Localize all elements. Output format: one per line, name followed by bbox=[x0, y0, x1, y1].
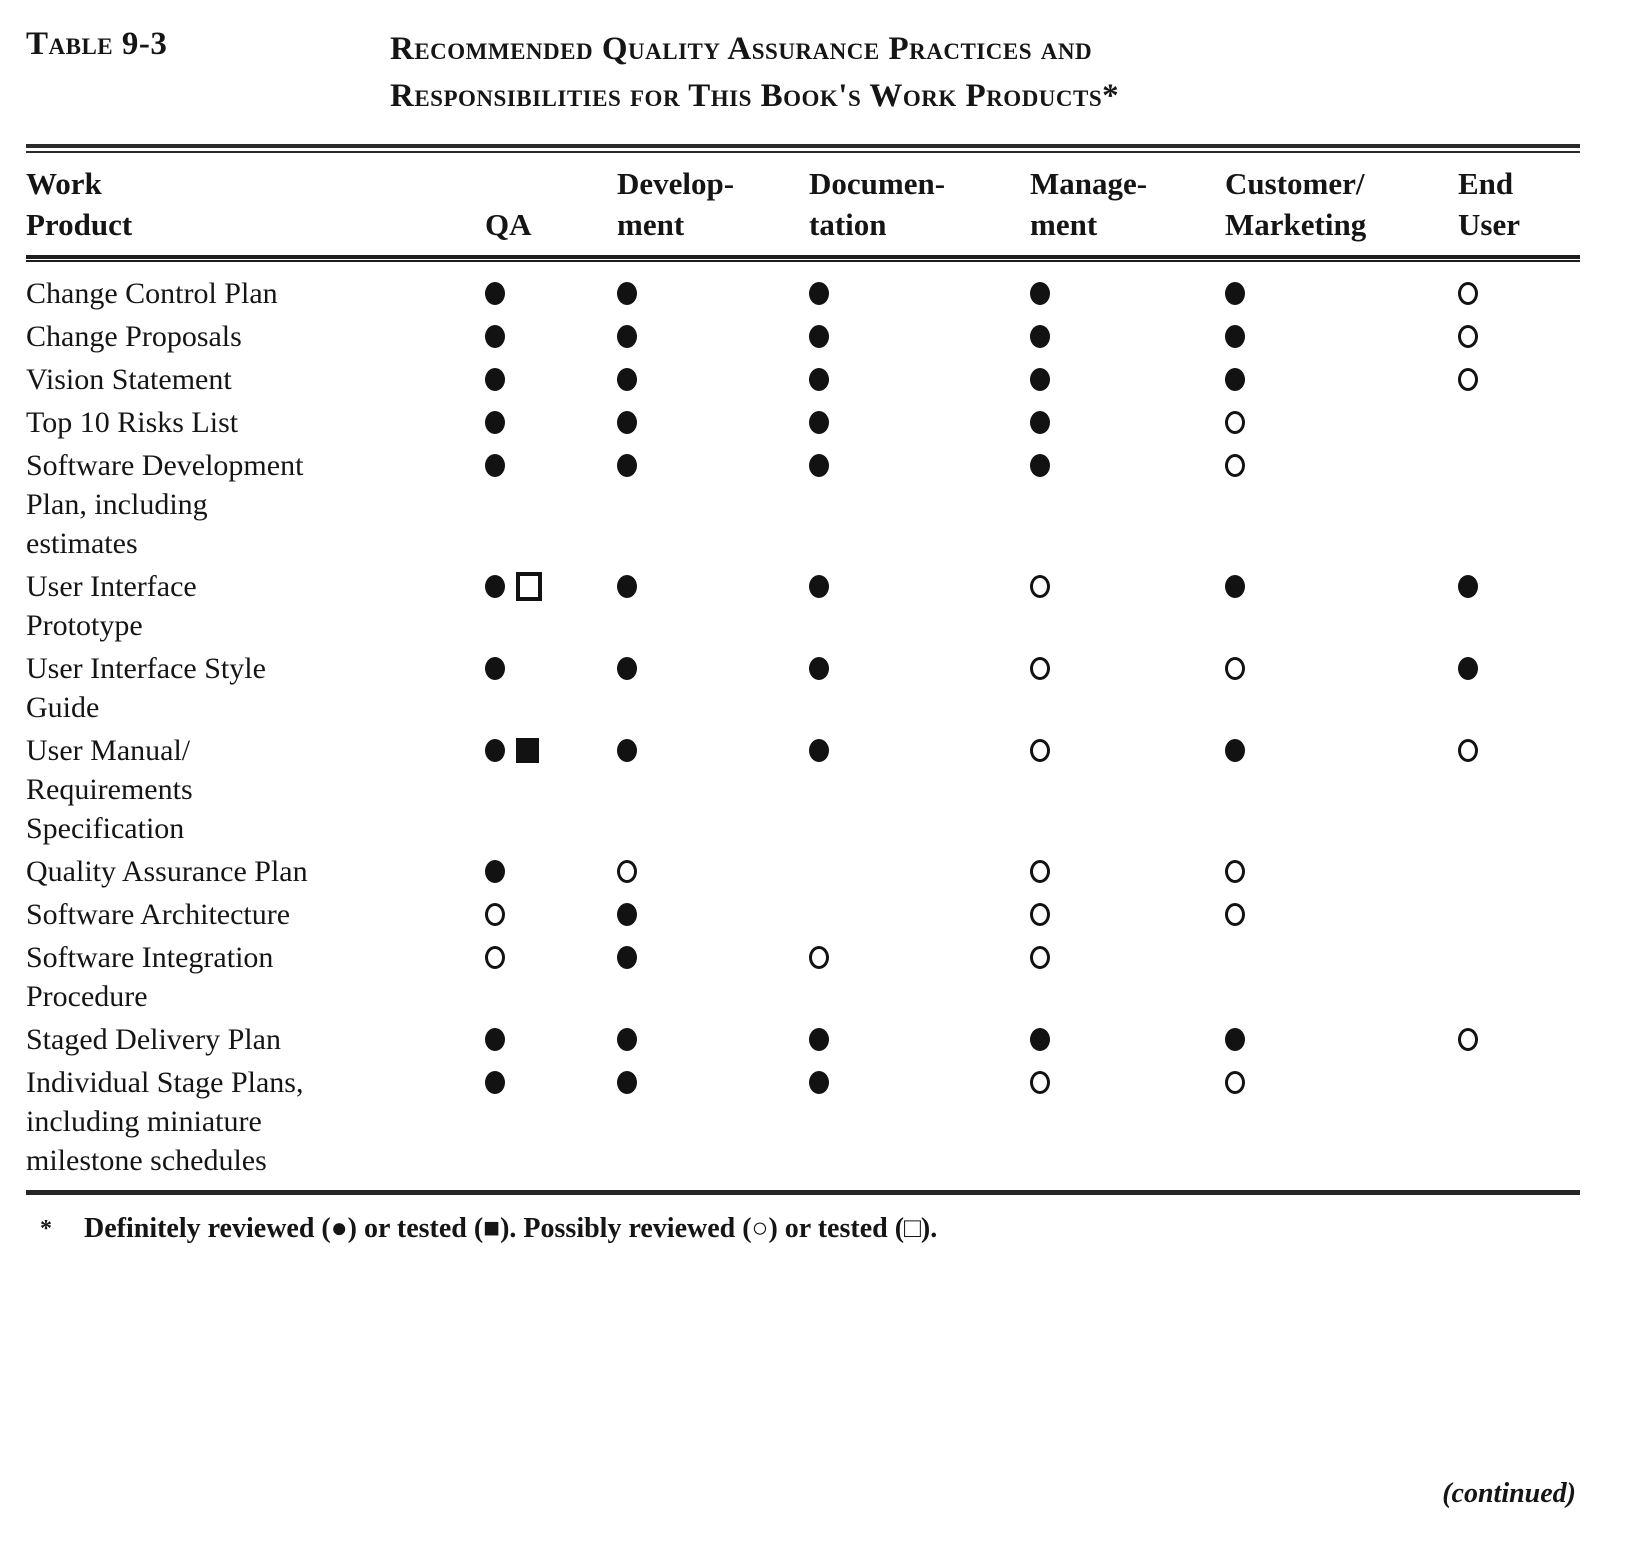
definitely-reviewed-icon bbox=[617, 739, 637, 762]
definitely-reviewed-icon bbox=[809, 282, 829, 305]
column-header-qa bbox=[485, 163, 617, 245]
definitely-reviewed-icon bbox=[485, 282, 505, 305]
column-header-documentation bbox=[809, 163, 1030, 245]
work-product-label bbox=[26, 446, 485, 563]
responsibility-cell bbox=[485, 567, 617, 645]
possibly-reviewed-icon bbox=[1458, 739, 1478, 762]
work-product-label-line: Prototype bbox=[26, 609, 143, 642]
responsibility-cell bbox=[809, 852, 1030, 891]
responsibility-cell bbox=[1458, 567, 1580, 645]
column-header-line: Marketing bbox=[1225, 207, 1367, 242]
responsibility-cell bbox=[617, 274, 809, 313]
responsibility-cell bbox=[485, 446, 617, 563]
possibly-reviewed-icon bbox=[1458, 368, 1478, 391]
column-header-line: Develop- bbox=[617, 166, 735, 201]
responsibility-cell bbox=[617, 731, 809, 848]
definitely-reviewed-icon bbox=[1030, 1028, 1050, 1051]
responsibility-cell bbox=[809, 938, 1030, 1016]
responsibility-cell bbox=[1458, 649, 1580, 727]
responsibility-cell bbox=[617, 1063, 809, 1180]
work-product-label-line: Change Control Plan bbox=[26, 277, 278, 310]
definitely-reviewed-icon bbox=[1030, 368, 1050, 391]
responsibility-cell bbox=[809, 649, 1030, 727]
responsibility-cell bbox=[1030, 274, 1225, 313]
responsibility-cell bbox=[1225, 895, 1458, 934]
definitely-reviewed-icon bbox=[617, 368, 637, 391]
responsibility-cell bbox=[1030, 1063, 1225, 1180]
responsibility-cell bbox=[485, 938, 617, 1016]
table-row bbox=[26, 852, 1580, 891]
responsibility-cell bbox=[809, 731, 1030, 848]
table-row bbox=[26, 1063, 1580, 1180]
responsibility-cell bbox=[1225, 360, 1458, 399]
definitely-reviewed-icon bbox=[485, 411, 505, 434]
column-header-line: ment bbox=[1030, 207, 1098, 242]
responsibility-cell bbox=[1458, 1063, 1580, 1180]
definitely-reviewed-icon bbox=[1030, 454, 1050, 477]
possibly-reviewed-icon bbox=[1225, 1071, 1245, 1094]
responsibility-cell bbox=[485, 731, 617, 848]
work-product-label-line: Requirements bbox=[26, 773, 193, 806]
responsibility-cell bbox=[1225, 274, 1458, 313]
possibly-reviewed-icon bbox=[617, 860, 637, 883]
responsibility-cell bbox=[1030, 403, 1225, 442]
responsibility-cell bbox=[617, 360, 809, 399]
column-header-line: Manage- bbox=[1030, 166, 1148, 201]
responsibility-cell bbox=[809, 1063, 1030, 1180]
continued-marker: (continued) bbox=[1442, 1478, 1576, 1509]
definitely-reviewed-icon bbox=[485, 739, 505, 762]
responsibility-cell bbox=[1030, 852, 1225, 891]
possibly-reviewed-icon bbox=[485, 946, 505, 969]
definitely-reviewed-icon bbox=[1225, 739, 1245, 762]
responsibility-cell bbox=[485, 1020, 617, 1059]
column-header-development bbox=[617, 163, 809, 245]
definitely-reviewed-icon bbox=[617, 1071, 637, 1094]
table-title bbox=[390, 26, 1119, 120]
responsibility-cell bbox=[1030, 446, 1225, 563]
work-product-label bbox=[26, 567, 485, 645]
column-header-line bbox=[485, 163, 617, 204]
work-product-label-line: Guide bbox=[26, 691, 100, 724]
responsibility-cell bbox=[1030, 360, 1225, 399]
definitely-reviewed-icon bbox=[809, 739, 829, 762]
work-product-label-line: estimates bbox=[26, 527, 138, 560]
table-row bbox=[26, 274, 1580, 313]
definitely-reviewed-icon bbox=[617, 325, 637, 348]
possibly-reviewed-icon bbox=[1030, 739, 1050, 762]
work-product-label-line: Top 10 Risks List bbox=[26, 406, 239, 439]
column-header-line: Customer/ bbox=[1225, 166, 1365, 201]
responsibility-cell bbox=[1458, 317, 1580, 356]
definitely-reviewed-icon bbox=[617, 454, 637, 477]
column-header-line: Product bbox=[26, 207, 133, 242]
responsibility-cell bbox=[1030, 317, 1225, 356]
definitely-reviewed-icon bbox=[485, 454, 505, 477]
possibly-reviewed-icon bbox=[1458, 325, 1478, 348]
definitely-reviewed-icon bbox=[485, 1028, 505, 1051]
work-product-label-line: milestone schedules bbox=[26, 1144, 267, 1177]
responsibility-cell bbox=[809, 446, 1030, 563]
definitely-reviewed-icon bbox=[617, 657, 637, 680]
column-header-line: Documen- bbox=[809, 166, 946, 201]
definitely-reviewed-icon bbox=[1458, 657, 1478, 680]
definitely-reviewed-icon bbox=[1030, 411, 1050, 434]
table-row bbox=[26, 1020, 1580, 1059]
definitely-reviewed-icon bbox=[617, 1028, 637, 1051]
responsibility-cell bbox=[1030, 649, 1225, 727]
work-product-label-line: including miniature bbox=[26, 1105, 262, 1138]
responsibility-cell bbox=[809, 360, 1030, 399]
table-row bbox=[26, 446, 1580, 563]
footnote-asterisk: * bbox=[40, 1216, 52, 1242]
definitely-reviewed-icon bbox=[617, 903, 637, 926]
responsibility-cell bbox=[1458, 938, 1580, 1016]
responsibility-cell bbox=[1030, 938, 1225, 1016]
responsibility-cell bbox=[809, 567, 1030, 645]
work-product-label-line: Individual Stage Plans, bbox=[26, 1066, 304, 1099]
work-product-label-line: Software Architecture bbox=[26, 898, 291, 931]
work-product-label-line: Specification bbox=[26, 812, 185, 845]
definitely-reviewed-icon bbox=[485, 575, 505, 598]
definitely-reviewed-icon bbox=[1458, 575, 1478, 598]
possibly-reviewed-icon bbox=[1225, 903, 1245, 926]
work-product-label bbox=[26, 317, 485, 356]
possibly-reviewed-icon bbox=[1030, 1071, 1050, 1094]
responsibility-cell bbox=[485, 360, 617, 399]
responsibility-cell bbox=[1030, 731, 1225, 848]
column-header-line: User bbox=[1458, 207, 1520, 242]
definitely-reviewed-icon bbox=[809, 1028, 829, 1051]
responsibility-cell bbox=[1225, 1063, 1458, 1180]
work-product-label-line: Quality Assurance Plan bbox=[26, 855, 308, 888]
definitely-reviewed-icon bbox=[809, 411, 829, 434]
work-product-label bbox=[26, 1020, 485, 1059]
responsibility-cell bbox=[1030, 567, 1225, 645]
responsibility-cell bbox=[617, 446, 809, 563]
responsibility-cell bbox=[617, 649, 809, 727]
possibly-reviewed-icon bbox=[1030, 946, 1050, 969]
responsibility-cell bbox=[1458, 446, 1580, 563]
definitely-reviewed-icon bbox=[809, 454, 829, 477]
table-body bbox=[26, 262, 1580, 1180]
column-header-management bbox=[1030, 163, 1225, 245]
definitely-reviewed-icon bbox=[1225, 368, 1245, 391]
table-row bbox=[26, 895, 1580, 934]
work-product-label-line: Staged Delivery Plan bbox=[26, 1023, 281, 1056]
definitely-reviewed-icon bbox=[617, 282, 637, 305]
work-product-label-line: Change Proposals bbox=[26, 320, 242, 353]
work-product-label-line: Software Development bbox=[26, 449, 304, 482]
responsibility-cell bbox=[617, 895, 809, 934]
definitely-reviewed-icon bbox=[617, 411, 637, 434]
responsibility-cell bbox=[809, 1020, 1030, 1059]
work-product-label-line: User Interface Style bbox=[26, 652, 266, 685]
responsibility-cell bbox=[485, 649, 617, 727]
column-header-line: Work bbox=[26, 166, 102, 201]
column-header-customer-marketing bbox=[1225, 163, 1458, 245]
responsibility-cell bbox=[1458, 852, 1580, 891]
table-title-line-2: Responsibilities for This Book's Work Products* bbox=[390, 78, 1120, 114]
definitely-reviewed-icon bbox=[809, 575, 829, 598]
work-product-label-line: Plan, including bbox=[26, 488, 208, 521]
definitely-reviewed-icon bbox=[617, 946, 637, 969]
responsibility-cell bbox=[1225, 446, 1458, 563]
definitely-reviewed-icon bbox=[809, 368, 829, 391]
definitely-reviewed-icon bbox=[485, 860, 505, 883]
definitely-reviewed-icon bbox=[1030, 282, 1050, 305]
definitely-reviewed-icon bbox=[809, 325, 829, 348]
column-header-line: tation bbox=[809, 207, 887, 242]
responsibility-cell bbox=[485, 317, 617, 356]
responsibility-cell bbox=[617, 403, 809, 442]
definitely-reviewed-icon bbox=[485, 657, 505, 680]
possibly-reviewed-icon bbox=[1225, 657, 1245, 680]
table-number: Table 9-3 bbox=[26, 26, 168, 62]
responsibility-cell bbox=[617, 317, 809, 356]
work-product-label bbox=[26, 403, 485, 442]
possibly-reviewed-icon bbox=[1225, 454, 1245, 477]
work-product-label bbox=[26, 274, 485, 313]
table-row bbox=[26, 938, 1580, 1016]
responsibility-cell bbox=[1458, 274, 1580, 313]
possibly-reviewed-icon bbox=[1458, 1028, 1478, 1051]
column-header-line: QA bbox=[485, 207, 532, 242]
definitely-reviewed-icon bbox=[1225, 1028, 1245, 1051]
definitely-reviewed-icon bbox=[485, 368, 505, 391]
responsibility-cell bbox=[617, 852, 809, 891]
table-row bbox=[26, 649, 1580, 727]
responsibility-cell bbox=[485, 895, 617, 934]
responsibility-cell bbox=[1225, 649, 1458, 727]
work-product-label bbox=[26, 731, 485, 848]
responsibility-cell bbox=[617, 567, 809, 645]
work-product-label bbox=[26, 938, 485, 1016]
responsibility-cell bbox=[1458, 1020, 1580, 1059]
definitely-reviewed-icon bbox=[809, 657, 829, 680]
responsibility-cell bbox=[1225, 567, 1458, 645]
possibly-reviewed-icon bbox=[1030, 903, 1050, 926]
work-product-label bbox=[26, 1063, 485, 1180]
definitely-reviewed-icon bbox=[1225, 575, 1245, 598]
definitely-reviewed-icon bbox=[1225, 282, 1245, 305]
work-product-label bbox=[26, 360, 485, 399]
responsibility-cell bbox=[617, 1020, 809, 1059]
definitely-reviewed-icon bbox=[617, 575, 637, 598]
responsibility-cell bbox=[485, 274, 617, 313]
responsibility-cell bbox=[1225, 731, 1458, 848]
work-product-label-line: Procedure bbox=[26, 980, 148, 1013]
definitely-tested-icon bbox=[516, 738, 539, 763]
possibly-reviewed-icon bbox=[1225, 860, 1245, 883]
responsibility-cell bbox=[1458, 360, 1580, 399]
table-title-line-1: Recommended Quality Assurance Practices and bbox=[390, 31, 1093, 67]
responsibility-cell bbox=[809, 317, 1030, 356]
possibly-reviewed-icon bbox=[1225, 411, 1245, 434]
table-header-row bbox=[26, 153, 1580, 255]
responsibility-cell bbox=[1030, 895, 1225, 934]
responsibility-cell bbox=[809, 403, 1030, 442]
responsibility-cell bbox=[1458, 403, 1580, 442]
table-row bbox=[26, 403, 1580, 442]
bottom-rule bbox=[26, 1190, 1580, 1195]
work-product-label bbox=[26, 895, 485, 934]
work-product-label-line: Software Integration bbox=[26, 941, 274, 974]
column-header-work-product bbox=[26, 163, 485, 245]
table-row bbox=[26, 731, 1580, 848]
responsibility-cell bbox=[1225, 403, 1458, 442]
responsibility-cell bbox=[1225, 1020, 1458, 1059]
work-product-label-line: User Interface bbox=[26, 570, 197, 603]
possibly-reviewed-icon bbox=[1030, 860, 1050, 883]
definitely-reviewed-icon bbox=[485, 325, 505, 348]
definitely-reviewed-icon bbox=[1030, 325, 1050, 348]
responsibility-cell bbox=[1225, 317, 1458, 356]
responsibility-cell bbox=[617, 938, 809, 1016]
responsibility-cell bbox=[485, 1063, 617, 1180]
responsibility-cell bbox=[1225, 938, 1458, 1016]
table-row bbox=[26, 567, 1580, 645]
responsibility-cell bbox=[485, 403, 617, 442]
definitely-reviewed-icon bbox=[485, 1071, 505, 1094]
column-header-line: ment bbox=[617, 207, 685, 242]
work-product-label bbox=[26, 649, 485, 727]
responsibility-cell bbox=[1030, 1020, 1225, 1059]
possibly-reviewed-icon bbox=[1030, 575, 1050, 598]
responsibility-cell bbox=[485, 852, 617, 891]
work-product-label bbox=[26, 852, 485, 891]
responsibility-cell bbox=[809, 274, 1030, 313]
table-footnote bbox=[26, 1211, 1580, 1247]
column-header-line: End bbox=[1458, 166, 1514, 201]
footnote-text: Definitely reviewed (●) or tested (■). Possibly reviewed (○) or tested (□). bbox=[84, 1213, 938, 1244]
possibly-reviewed-icon bbox=[1458, 282, 1478, 305]
responsibility-cell bbox=[809, 895, 1030, 934]
definitely-reviewed-icon bbox=[1225, 325, 1245, 348]
definitely-reviewed-icon bbox=[809, 1071, 829, 1094]
column-header-end-user bbox=[1458, 163, 1580, 245]
responsibility-cell bbox=[1458, 895, 1580, 934]
table-caption bbox=[26, 26, 1580, 134]
possibly-reviewed-icon bbox=[485, 903, 505, 926]
possibly-reviewed-icon bbox=[809, 946, 829, 969]
possibly-reviewed-icon bbox=[1030, 657, 1050, 680]
possibly-tested-icon bbox=[516, 572, 542, 601]
header-separator-rule bbox=[26, 255, 1580, 262]
work-product-label-line: Vision Statement bbox=[26, 363, 232, 396]
top-double-rule bbox=[26, 144, 1580, 153]
work-product-label-line: User Manual/ bbox=[26, 734, 191, 767]
table-row bbox=[26, 360, 1580, 399]
responsibility-cell bbox=[1225, 852, 1458, 891]
table-row bbox=[26, 317, 1580, 356]
responsibility-cell bbox=[1458, 731, 1580, 848]
